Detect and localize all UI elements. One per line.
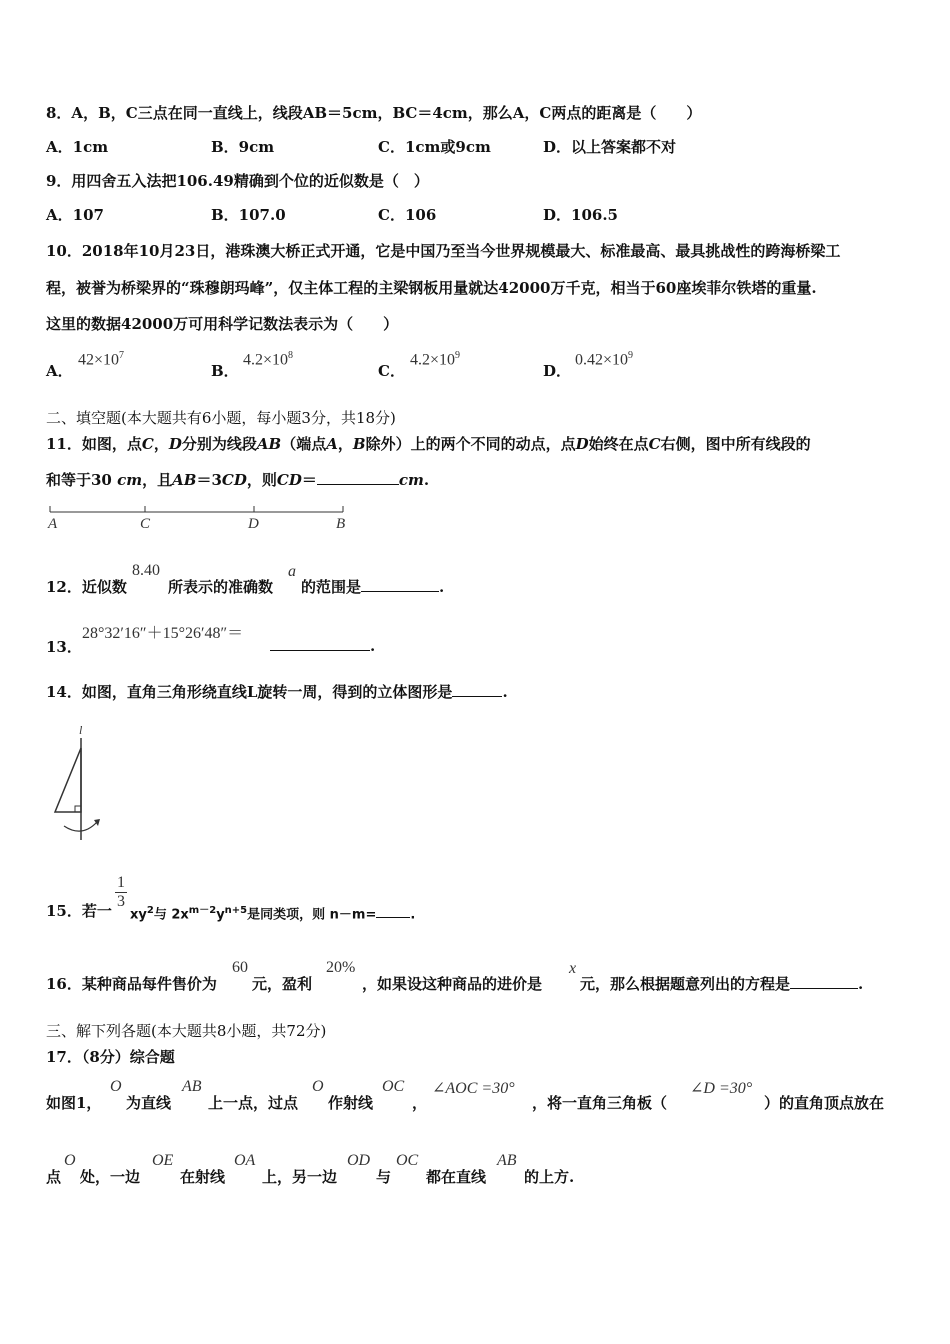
q10-option-a-value: $42\times 10^7$ bbox=[78, 350, 125, 369]
section3-heading: 三、解下列各题(本大题共8小题，共72分) bbox=[46, 1022, 327, 1040]
point-label-c: C bbox=[140, 516, 151, 532]
q9-option-a: A．107 bbox=[46, 206, 104, 224]
q17-l1-d: 作射线 bbox=[328, 1094, 374, 1112]
q16-prefix: 16．某种商品每件售价为 bbox=[46, 975, 217, 993]
q12-answer-blank[interactable] bbox=[361, 577, 439, 592]
q12-variable: a bbox=[288, 563, 296, 580]
q14-text: 14．如图，直角三角形绕直线L旋转一周，得到的立体图形是 . bbox=[46, 683, 508, 701]
q10-line3: 这里的数据42000万可用科学记数法表示为（ ） bbox=[46, 315, 399, 333]
q17-l1-e: ， bbox=[412, 1094, 428, 1112]
q13-expression: 28°32′16″＋15°26′48″＝ bbox=[82, 625, 244, 642]
q10-option-c-value: $4.2\times 10^9$ bbox=[410, 350, 461, 369]
q13-answer-blank[interactable] bbox=[270, 636, 370, 651]
q10-option-d-label: D． bbox=[543, 362, 572, 380]
q17-angle-d: ∠D =30° bbox=[690, 1080, 753, 1097]
q10-option-c-label: C． bbox=[378, 362, 405, 380]
q10-option-b-label: B． bbox=[211, 362, 239, 380]
q8-option-d: D．以上答案都不对 bbox=[543, 138, 677, 156]
point-label-a: A bbox=[48, 516, 58, 532]
q17-l1-g: ）的直角顶点放在 bbox=[764, 1094, 885, 1112]
q11-line1: 11．如图，点C，D分别为线段AB（端点A，B除外）上的两个不同的动点，点D始终在点C右侧，图中所有线段的 bbox=[46, 435, 811, 453]
q12-number: 8.40 bbox=[132, 562, 160, 579]
q13-answer: . bbox=[270, 636, 375, 655]
q11-answer-blank[interactable] bbox=[317, 470, 399, 485]
q17-l1-o: O bbox=[110, 1078, 122, 1095]
q15-answer-blank[interactable] bbox=[376, 903, 410, 918]
q17-l1-f: ，将一直角三角板（ bbox=[532, 1094, 668, 1112]
q17-l2-f: 都在直线 bbox=[426, 1168, 487, 1186]
q14-triangle-figure bbox=[44, 722, 114, 846]
q8-option-a: A．1cm bbox=[46, 138, 109, 156]
q12-middle: 所表示的准确数 bbox=[168, 578, 274, 596]
q8-option-c: C．1cm或9cm bbox=[378, 138, 491, 156]
point-label-d: D bbox=[248, 516, 259, 532]
q16-price: 60 bbox=[232, 959, 248, 976]
q17-title: 17．（8分）综合题 bbox=[46, 1048, 175, 1066]
q16-part4: 元，那么根据题意列出的方程是 . bbox=[580, 975, 864, 993]
q17-l1-o2: O bbox=[312, 1078, 324, 1095]
rotation-arrow-head bbox=[94, 819, 100, 826]
q15-fraction: 1 3 bbox=[117, 874, 125, 910]
q17-l1-a: 如图1， bbox=[46, 1094, 102, 1112]
q9-option-b: B．107.0 bbox=[211, 206, 286, 224]
q15-prefix: 15．若一 bbox=[46, 902, 112, 920]
q17-l2-ab: AB bbox=[497, 1152, 517, 1169]
q16-percent: 20% bbox=[326, 959, 356, 976]
q10-option-a-label: A． bbox=[46, 362, 73, 380]
q12-prefix: 12．近似数 bbox=[46, 578, 127, 596]
q17-l2-od: OD bbox=[347, 1152, 371, 1169]
q11-line2: 和等于30 cm，且AB＝3CD，则CD＝ cm. bbox=[46, 471, 430, 489]
q17-l1-oc: OC bbox=[382, 1078, 405, 1095]
right-triangle bbox=[55, 748, 81, 812]
q17-l2-d: 上，另一边 bbox=[262, 1168, 338, 1186]
q17-l2-o: O bbox=[64, 1152, 76, 1169]
q15-terms: $xy^2$与 $2x^{m-2}y^{n+5}$是同类项，则 n－m= . bbox=[130, 905, 416, 923]
q16-part3: ，如果设这种商品的进价是 bbox=[362, 975, 543, 993]
q9-text: 9．用四舍五入法把106.49精确到个位的近似数是（ ） bbox=[46, 172, 429, 190]
q17-l1-ab: AB bbox=[182, 1078, 202, 1095]
q8-text: 8．A，B，C三点在同一直线上，线段AB＝5cm，BC＝4cm，那么A，C两点的距离是（ ） bbox=[46, 104, 702, 122]
q17-l2-oe: OE bbox=[152, 1152, 174, 1169]
q10-line2: 程，被誉为桥梁界的“珠穆朗玛峰”，仅主体工程的主梁钢板用量就达42000万千克，相当于60座埃菲尔铁塔的重量. bbox=[46, 279, 817, 297]
q17-l1-b: 为直线 bbox=[126, 1094, 172, 1112]
q17-angle-aoc: ∠AOC =30° bbox=[432, 1080, 515, 1097]
q17-l2-a: 点 bbox=[46, 1168, 62, 1186]
q17-l1-c: 上一点，过点 bbox=[208, 1094, 299, 1112]
q16-part2: 元，盈利 bbox=[252, 975, 313, 993]
q12-suffix: 的范围是 . bbox=[301, 578, 445, 596]
q17-l2-c: 在射线 bbox=[180, 1168, 226, 1186]
q14-answer-blank[interactable] bbox=[452, 682, 502, 697]
q10-option-b-value: $4.2\times 10^8$ bbox=[243, 350, 294, 369]
q17-l2-oa: OA bbox=[234, 1152, 256, 1169]
point-label-b: B bbox=[336, 516, 346, 532]
q10-option-d-value: $0.42\times 10^9$ bbox=[575, 350, 634, 369]
q17-l2-b: 处，一边 bbox=[80, 1168, 141, 1186]
q10-line1: 10．2018年10月23日，港珠澳大桥正式开通，它是中国乃至当今世界规模最大、标准最高、最具挑战性的跨海桥梁工 bbox=[46, 242, 841, 260]
q17-l2-g: 的上方. bbox=[524, 1168, 575, 1186]
q9-option-c: C．106 bbox=[378, 206, 437, 224]
q8-option-b: B．9cm bbox=[211, 138, 275, 156]
section2-heading: 二、填空题(本大题共有6小题，每小题3分，共18分) bbox=[46, 409, 396, 427]
right-angle-mark bbox=[75, 806, 81, 812]
q9-option-d: D．106.5 bbox=[543, 206, 618, 224]
q16-answer-blank[interactable] bbox=[790, 974, 858, 989]
q17-l2-e: 与 bbox=[376, 1168, 392, 1186]
q16-variable: x bbox=[569, 960, 577, 977]
q13-label: 13． bbox=[46, 638, 82, 656]
q17-l2-oc: OC bbox=[396, 1152, 419, 1169]
axis-label-l: l bbox=[79, 723, 83, 737]
q11-segment-figure bbox=[40, 502, 360, 536]
